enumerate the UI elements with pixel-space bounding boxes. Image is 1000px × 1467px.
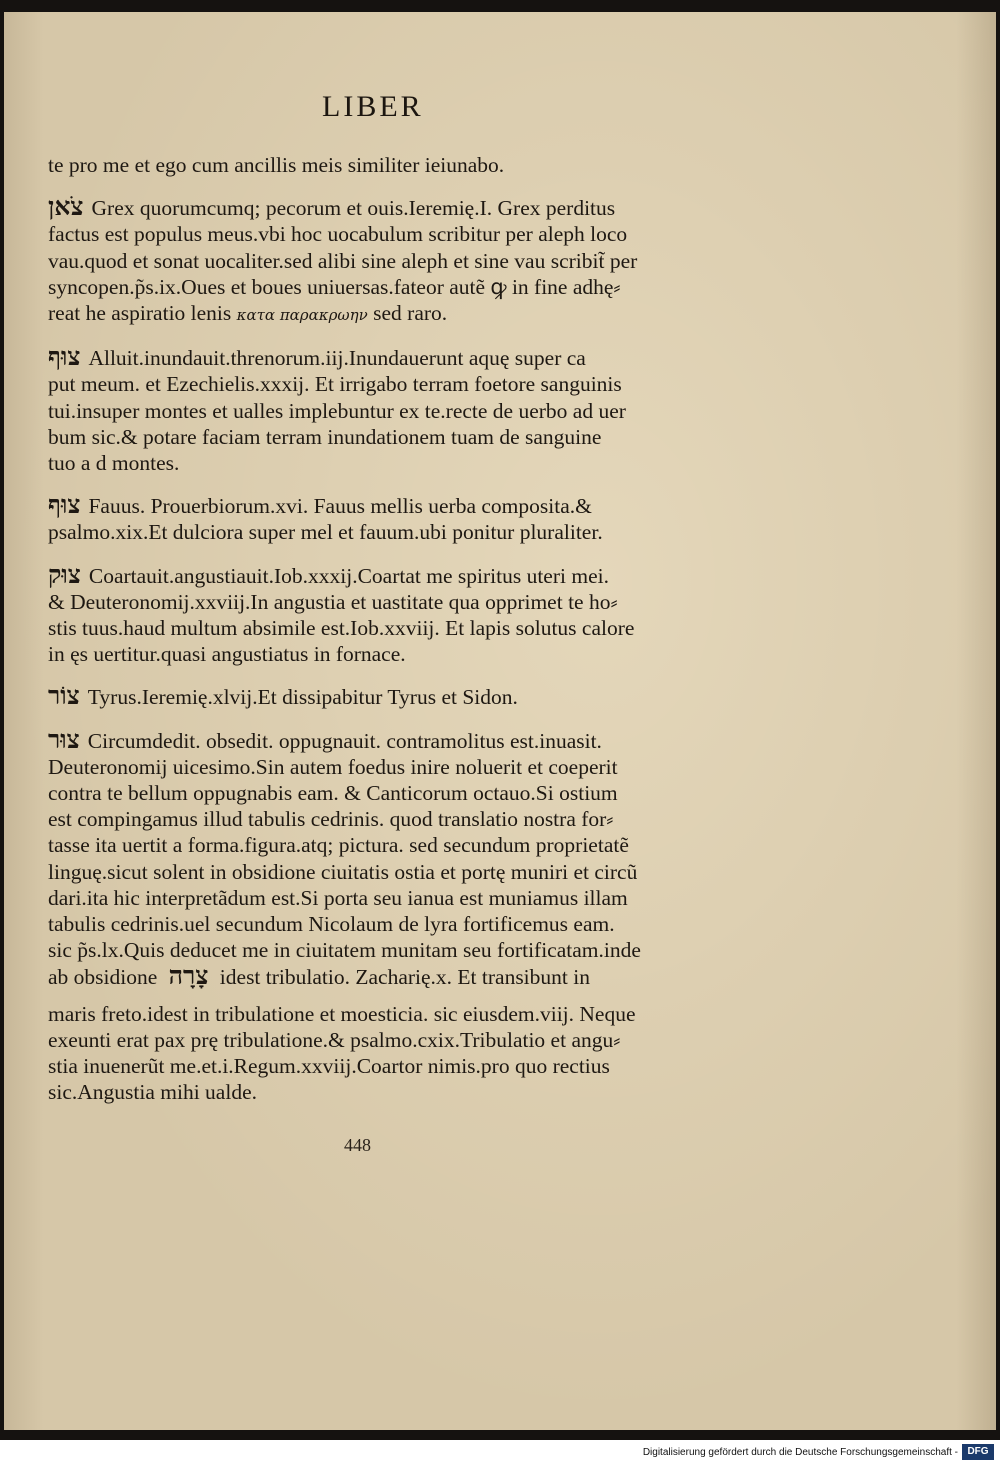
entry-line: tabulis cedrinis.uel secundum Nicolaum de lyra fortificemus eam. [48, 912, 615, 937]
lexicon-entry [48, 724, 688, 1106]
entry-line: Circumdedit. obsedit. oppugnauit. contramolitus est.inuasit. [87, 728, 602, 753]
entry-line: psalmo.xix.Et dulciora super mel et fauum.ubi ponitur pluraliter. [48, 520, 603, 545]
lexicon-entry [48, 194, 688, 328]
book-page [4, 12, 996, 1430]
entry-line: sic.Angustia mihi ualde. [48, 1080, 257, 1105]
entry-line: idest tribulatio. Zacharię.x. Et transibunt in [219, 965, 590, 990]
entry-line: syncopen.p̃s.ix.Oues et boues uniuersas.fateor autẽ ꝙ in fine adhę⸗ [48, 274, 621, 299]
entry-line: put meum. et Ezechielis.xxxij. Et irrigabo terram foetore sanguinis [48, 372, 622, 397]
entry-line: maris freto.idest in tribulatione et moesticia. sic eiusdem.viij. Neque [48, 1001, 636, 1026]
entry-line: vau.quod et sonat uocaliter.sed alibi sine aleph et sine vau scribit̃ per [48, 248, 638, 273]
entry-line: bum sic.& potare faciam terram inundationem tuam de sanguine [48, 424, 602, 449]
running-head: LIBER [322, 90, 424, 123]
lexicon-entry [48, 683, 688, 710]
hebrew-headword: צוּף [48, 490, 81, 520]
entry-line: Alluit.inundauit.threnorum.iij.Inundauerunt aquę super ca [88, 346, 586, 371]
entry-line: & Deuteronomij.xxviij.In angustia et uastitate qua opprimet te ho⸗ [48, 589, 618, 614]
entry-line: Coartauit.angustiauit.Iob.xxxij.Coartat me spiritus uteri mei. [88, 563, 609, 588]
hebrew-headword: צוֹר [48, 681, 80, 711]
entry-line: Deuteronomij uicesimo.Sin autem foedus inire noluerit et coeperit [48, 754, 618, 779]
entry-line: stia inuenerũt me.et.i.Regum.xxviij.Coartor nimis.pro quo rectius [48, 1054, 610, 1079]
hebrew-headword: צֹאן [48, 192, 84, 222]
entry-line: factus est populus meus.vbi hoc uocabulum scribitur per aleph loco [48, 222, 628, 247]
lexicon-entry [48, 344, 688, 476]
funding-credit: Digitalisierung gefördert durch die Deutsche Forschungsgemeinschaft - [642, 1447, 958, 1458]
hebrew-headword: צוּר [48, 724, 80, 754]
entry-line: linguę.sicut solent in obsidione ciuitatis ostia et portę muniri et circũ [48, 859, 638, 884]
entry-line: stis tuus.haud multum absimile est.Iob.xxviij. Et lapis solutus calore [48, 616, 635, 641]
hebrew-headword: צוּק [48, 559, 81, 589]
text-block [48, 152, 688, 1106]
entry-line: dari.ita hic interpretãdum est.Si porta seu ianua est muniamus illam [48, 885, 628, 910]
entry-line: exeunti erat pax prę tribulatione.& psalmo.cxix.Tribulatio et angu⸗ [48, 1027, 621, 1052]
opening-line: te pro me et ego cum ancillis meis similiter ieiunabo. [48, 153, 505, 177]
entry-line: in ęs uertitur.quasi angustiatus in fornace. [48, 642, 406, 667]
hebrew-inline-word: צָרָה [168, 961, 209, 991]
folio-number: 448 [344, 1135, 371, 1155]
footer-bar [0, 1440, 1000, 1467]
entry-line: tui.insuper montes et ualles implebuntur ex te.recte de uerbo ad uer [48, 398, 626, 423]
entry-line: ab obsidione [48, 965, 158, 990]
entry-line: est compingamus illud tabulis cedrinis. quod translatio nostra for⸗ [48, 807, 614, 832]
entry-line: reat he aspiratio lenis [48, 301, 232, 326]
hebrew-headword: צוּף [48, 342, 81, 372]
entry-line: sed raro. [373, 301, 448, 326]
lexicon-entry [48, 559, 688, 668]
lexicon-entry [48, 492, 688, 545]
greek-phrase: κατα παρακρωην [236, 306, 368, 325]
entry-line: tuo a d montes. [48, 451, 180, 476]
entry-line: Fauus. Prouerbiorum.xvi. Fauus mellis uerba composita.& [88, 494, 592, 519]
dfg-logo-icon: DFG [962, 1444, 994, 1460]
entry-line: contra te bellum oppugnabis eam. & Canticorum octauo.Si ostium [48, 781, 618, 806]
entry-line: Grex quorumcumq; pecorum et ouis.Ieremię.I. Grex perditus [91, 196, 616, 221]
entry-line: Tyrus.Ieremię.xlvij.Et dissipabitur Tyrus et Sidon. [87, 685, 518, 710]
entry-line: sic p̃s.lx.Quis deducet me in ciuitatem munitam seu fortificatam.inde [48, 938, 641, 963]
entry-line: tasse ita uertit a forma.figura.atq; pictura. sed secundum proprietatẽ [48, 833, 629, 858]
